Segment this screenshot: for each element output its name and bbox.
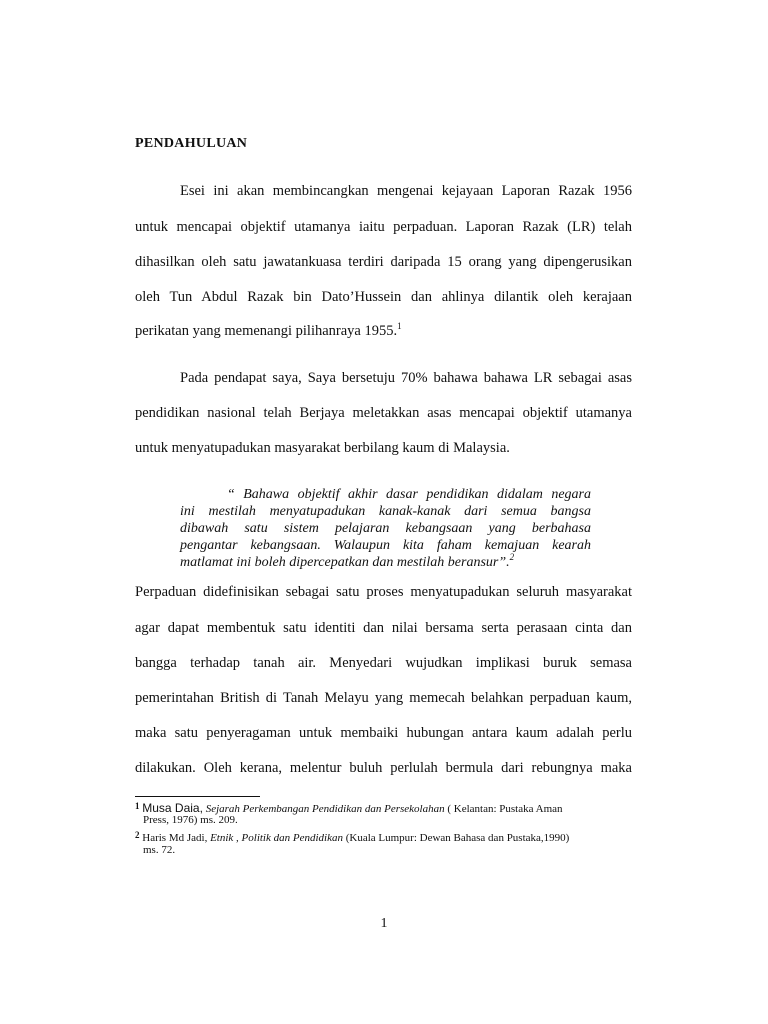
- section-heading: PENDAHULUAN: [135, 136, 248, 151]
- paragraph-1-line-5: [135, 322, 632, 340]
- footnote-2-author: Haris Md Jadi,: [142, 832, 208, 844]
- footnote-1-continuation: Press, 1976) ms. 209.: [143, 814, 238, 826]
- paragraph-3-line-6: dilakukan. Oleh kerana, melentur buluh perlulah bermula dari rebungnya maka: [135, 760, 632, 776]
- paragraph-2-line-1: Pada pendapat saya, Saya bersetuju 70% bahawa bahawa LR sebagai asas: [180, 370, 632, 386]
- paragraph-2-line-2: pendidikan nasional telah Berjaya meletakkan asas mencapai objektif utamanya: [135, 405, 632, 421]
- quote-line-5: [180, 554, 591, 571]
- paragraph-3-line-3: bangga terhadap tanah air. Menyedari wujudkan implikasi buruk semasa: [135, 655, 632, 671]
- footnote-2-title: Etnik , Politik dan Pendidikan: [210, 832, 343, 844]
- footnote-1-mark: 1: [135, 801, 140, 811]
- quote-line-1: “ Bahawa objektif akhir dasar pendidikan didalam negara: [227, 487, 591, 502]
- footnote-ref-2[interactable]: 2: [509, 552, 515, 562]
- footnote-2-rest: (Kuala Lumpur: Dewan Bahasa dan Pustaka,1990): [342, 832, 570, 844]
- footnote-1-author: Musa Daia,: [142, 801, 203, 815]
- footnote-2-continuation: ms. 72.: [143, 844, 176, 856]
- page-number: 1: [380, 916, 388, 931]
- footnote-ref-1[interactable]: 1: [397, 321, 402, 331]
- paragraph-2-line-3: untuk menyatupadukan masyarakat berbilang kaum di Malaysia.: [135, 440, 510, 456]
- footnote-separator: [135, 796, 260, 797]
- footnote-1-rest: ( Kelantan: Pustaka Aman: [444, 803, 563, 815]
- paragraph-3-line-4: pemerintahan British di Tanah Melayu yang memecah belahkan perpaduan kaum,: [135, 690, 632, 706]
- paragraph-3-line-2: agar dapat membentuk satu identiti dan nilai bersama serta perasaan cinta dan: [135, 620, 632, 636]
- paragraph-1-line-5-text: perikatan yang memenangi pilihanraya 1955.: [135, 323, 398, 339]
- quote-line-3: dibawah satu sistem pelajaran kebangsaan yang berbahasa: [180, 521, 591, 536]
- paragraph-3-line-1: Perpaduan didefinisikan sebagai satu proses menyatupadukan seluruh masyarakat: [135, 584, 632, 600]
- footnote-2-mark: 2: [135, 830, 140, 840]
- paragraph-3-line-5: maka satu penyeragaman untuk membaiki hubungan antara kaum adalah perlu: [135, 725, 632, 741]
- paragraph-1-line-2: untuk mencapai objektif utamanya iaitu perpaduan. Laporan Razak (LR) telah: [135, 219, 632, 235]
- footnote-1-title: Sejarah Perkembangan Pendidikan dan Persekolahan: [205, 803, 445, 815]
- quote-line-4: pengantar kebangsaan. Walaupun kita faham kemajuan kearah: [180, 538, 591, 553]
- quote-line-2: ini mestilah menyatupadukan kanak-kanak dari semua bangsa: [180, 504, 591, 519]
- quote-line-5-text: matlamat ini boleh dipercepatkan dan mestilah beransur”.: [180, 555, 510, 570]
- paragraph-1-line-1: Esei ini akan membincangkan mengenai kejayaan Laporan Razak 1956: [180, 183, 632, 199]
- paragraph-1-line-4: oleh Tun Abdul Razak bin Dato’Hussein dan ahlinya dilantik oleh kerajaan: [135, 289, 632, 305]
- paragraph-1-line-3: dihasilkan oleh satu jawatankuasa terdiri daripada 15 orang yang dipengerusikan: [135, 254, 632, 270]
